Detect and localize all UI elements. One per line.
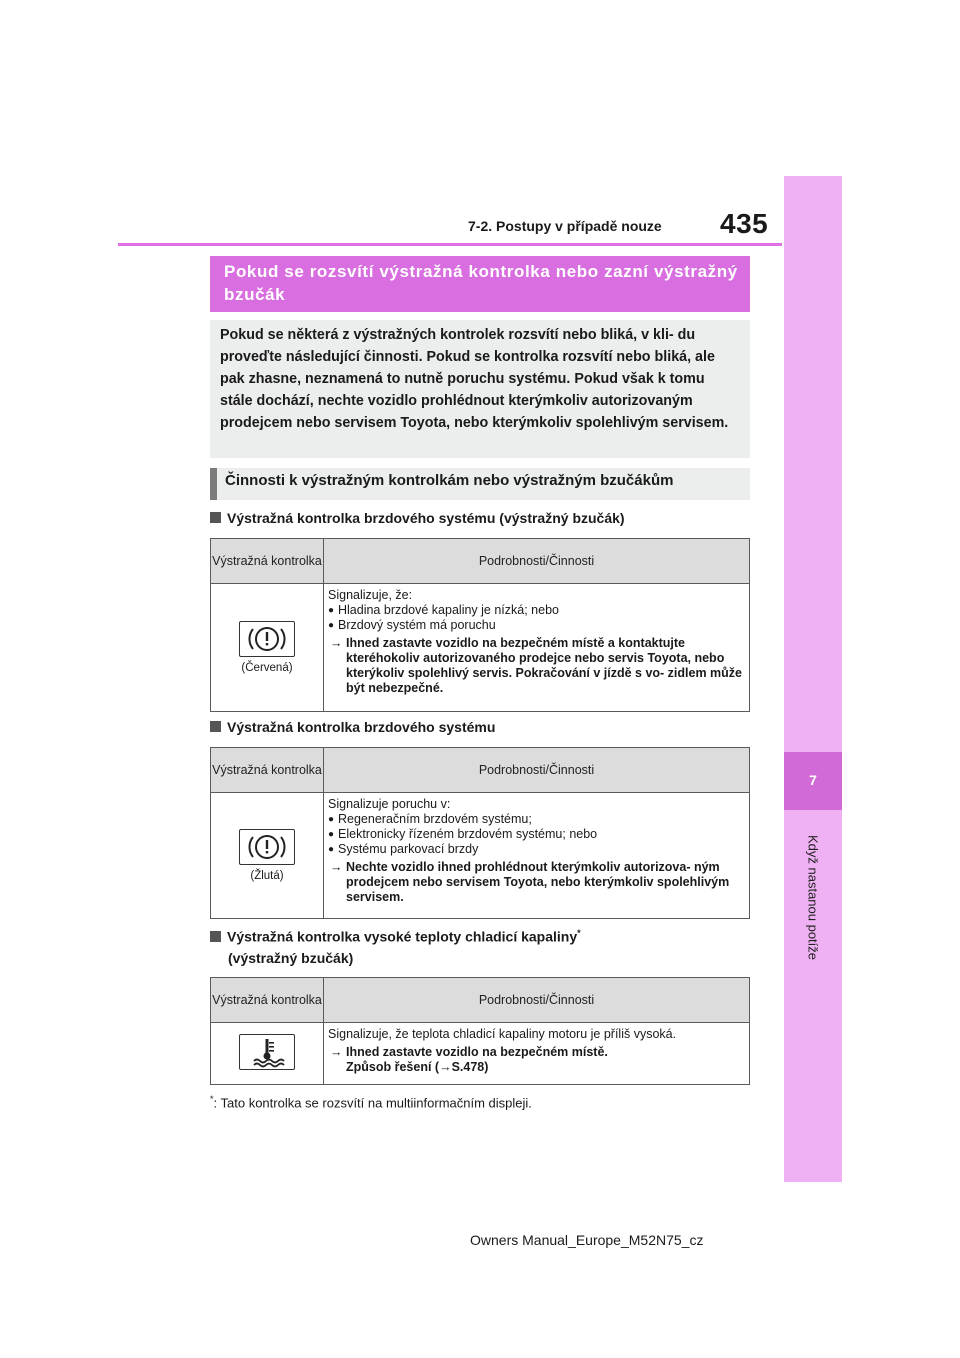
chapter-number-tab: 7 [784,752,842,810]
table-header-col1: Výstražná kontrolka [211,978,324,1023]
action-text: → Ihned zastavte vozidlo na bezpečném místě a kontaktujte kteréhokoliv autorizovaného prodejce nebo servis Toyota, nebo kterýkoliv spolehlivý servis. Pokračování v jízdě s vo- zidlem může být nebezpečné. [328,636,745,696]
page-number: 435 [720,208,769,239]
table-header-col1: Výstražná kontrolka [211,748,324,793]
group-title-text: Výstražná kontrolka brzdového systému [227,719,496,735]
page-reference: S.478) [451,1060,489,1074]
action-text [328,1045,745,1075]
table-header-col2: Podrobnosti/Činnosti [324,539,750,584]
action-text: → Nechte vozidlo ihned prohlédnout kterýmkoliv autorizova- ným prodejcem nebo servisem Toyota, nebo kterýmkoliv spolehlivým servisem. [328,860,745,905]
footnote-text: : Tato kontrolka se rozsvítí na multiinformačním displeji. [213,1095,532,1111]
brake-warning-icon [239,829,295,865]
list-item: ● Hladina brzdové kapaliny je nízká; nebo [328,603,745,618]
table-header-col2: Podrobnosti/Činnosti [324,748,750,793]
coolant-temperature-icon [239,1034,295,1070]
group-title [210,928,581,945]
table-header-col1: Výstražná kontrolka [211,539,324,584]
footnote [210,1094,532,1110]
list-item: ● Brzdový systém má poruchu [328,618,745,633]
footnote-mark: * [210,1094,214,1104]
list-item: ● Elektronicky řízeném brzdovém systému; nebo [328,827,745,842]
group-title [210,510,625,526]
square-bullet-icon [210,721,221,732]
square-bullet-icon [210,512,221,523]
signal-intro: Signalizuje, že teplota chladicí kapaliny motoru je příliš vysoká. [328,1027,677,1041]
group-title-line2: (výstražný bzučák) [228,950,354,966]
section-title: 7-2. Postupy v případě nouze [468,218,662,234]
warning-table [210,747,750,919]
subsection-heading: Činnosti k výstražným kontrolkám nebo výstražným bzučákům [210,468,750,500]
brake-warning-icon [239,621,295,657]
icon-cell [211,793,324,919]
warning-table [210,538,750,712]
warning-heading: Pokud se rozsvítí výstražná kontrolka nebo zazní výstražný bzučák [210,256,750,312]
action-line: Způsob řešení (→S.478) [346,1060,489,1074]
color-label: (Žlutá) [250,870,284,882]
footnote-mark: * [577,928,581,938]
footer-doc-id: Owners Manual_Europe_M52N75_cz [470,1232,704,1248]
group-title-text: Výstražná kontrolka brzdového systému (výstražný bzučák) [227,510,625,526]
warning-table [210,977,750,1085]
arrow-icon: → [439,1060,452,1074]
list-item: ● Regeneračním brzdovém systému; [328,812,745,827]
signal-intro: Signalizuje, že: [328,588,413,602]
list-item: ● Systému parkovací brzdy [328,842,745,857]
square-bullet-icon [210,931,221,942]
chapter-label: Když nastanou potíže [805,834,821,961]
table-header-col2: Podrobnosti/Činnosti [324,978,750,1023]
action-line: → Ihned zastavte vozidlo na bezpečném místě. [346,1045,608,1059]
icon-cell [211,1023,324,1085]
chapter-side-tab [784,176,842,1182]
color-label: (Červená) [241,662,293,674]
details-cell [324,1023,750,1085]
details-cell [324,584,750,712]
icon-cell [211,584,324,712]
signal-intro: Signalizuje poruchu v: [328,797,451,811]
intro-text: Pokud se některá z výstražných kontrolek rozsvítí nebo bliká, v kli- du proveďte následující činnosti. Pokud se kontrolka rozsvítí nebo bliká, ale pak zhasne, neznamená to nutně poruchu systému. Pokud však k tomu stále dochází, nechte vozidlo prohlédnout kterýmkoliv autorizovaným prodejcem nebo servisem Toyota, nebo kterýmkoliv spolehlivým servisem. [210,320,750,458]
header-rule [118,243,782,246]
group-title [210,719,495,735]
group-title-text: Výstražná kontrolka vysoké teploty chladicí kapaliny [227,928,578,945]
details-cell [324,793,750,919]
